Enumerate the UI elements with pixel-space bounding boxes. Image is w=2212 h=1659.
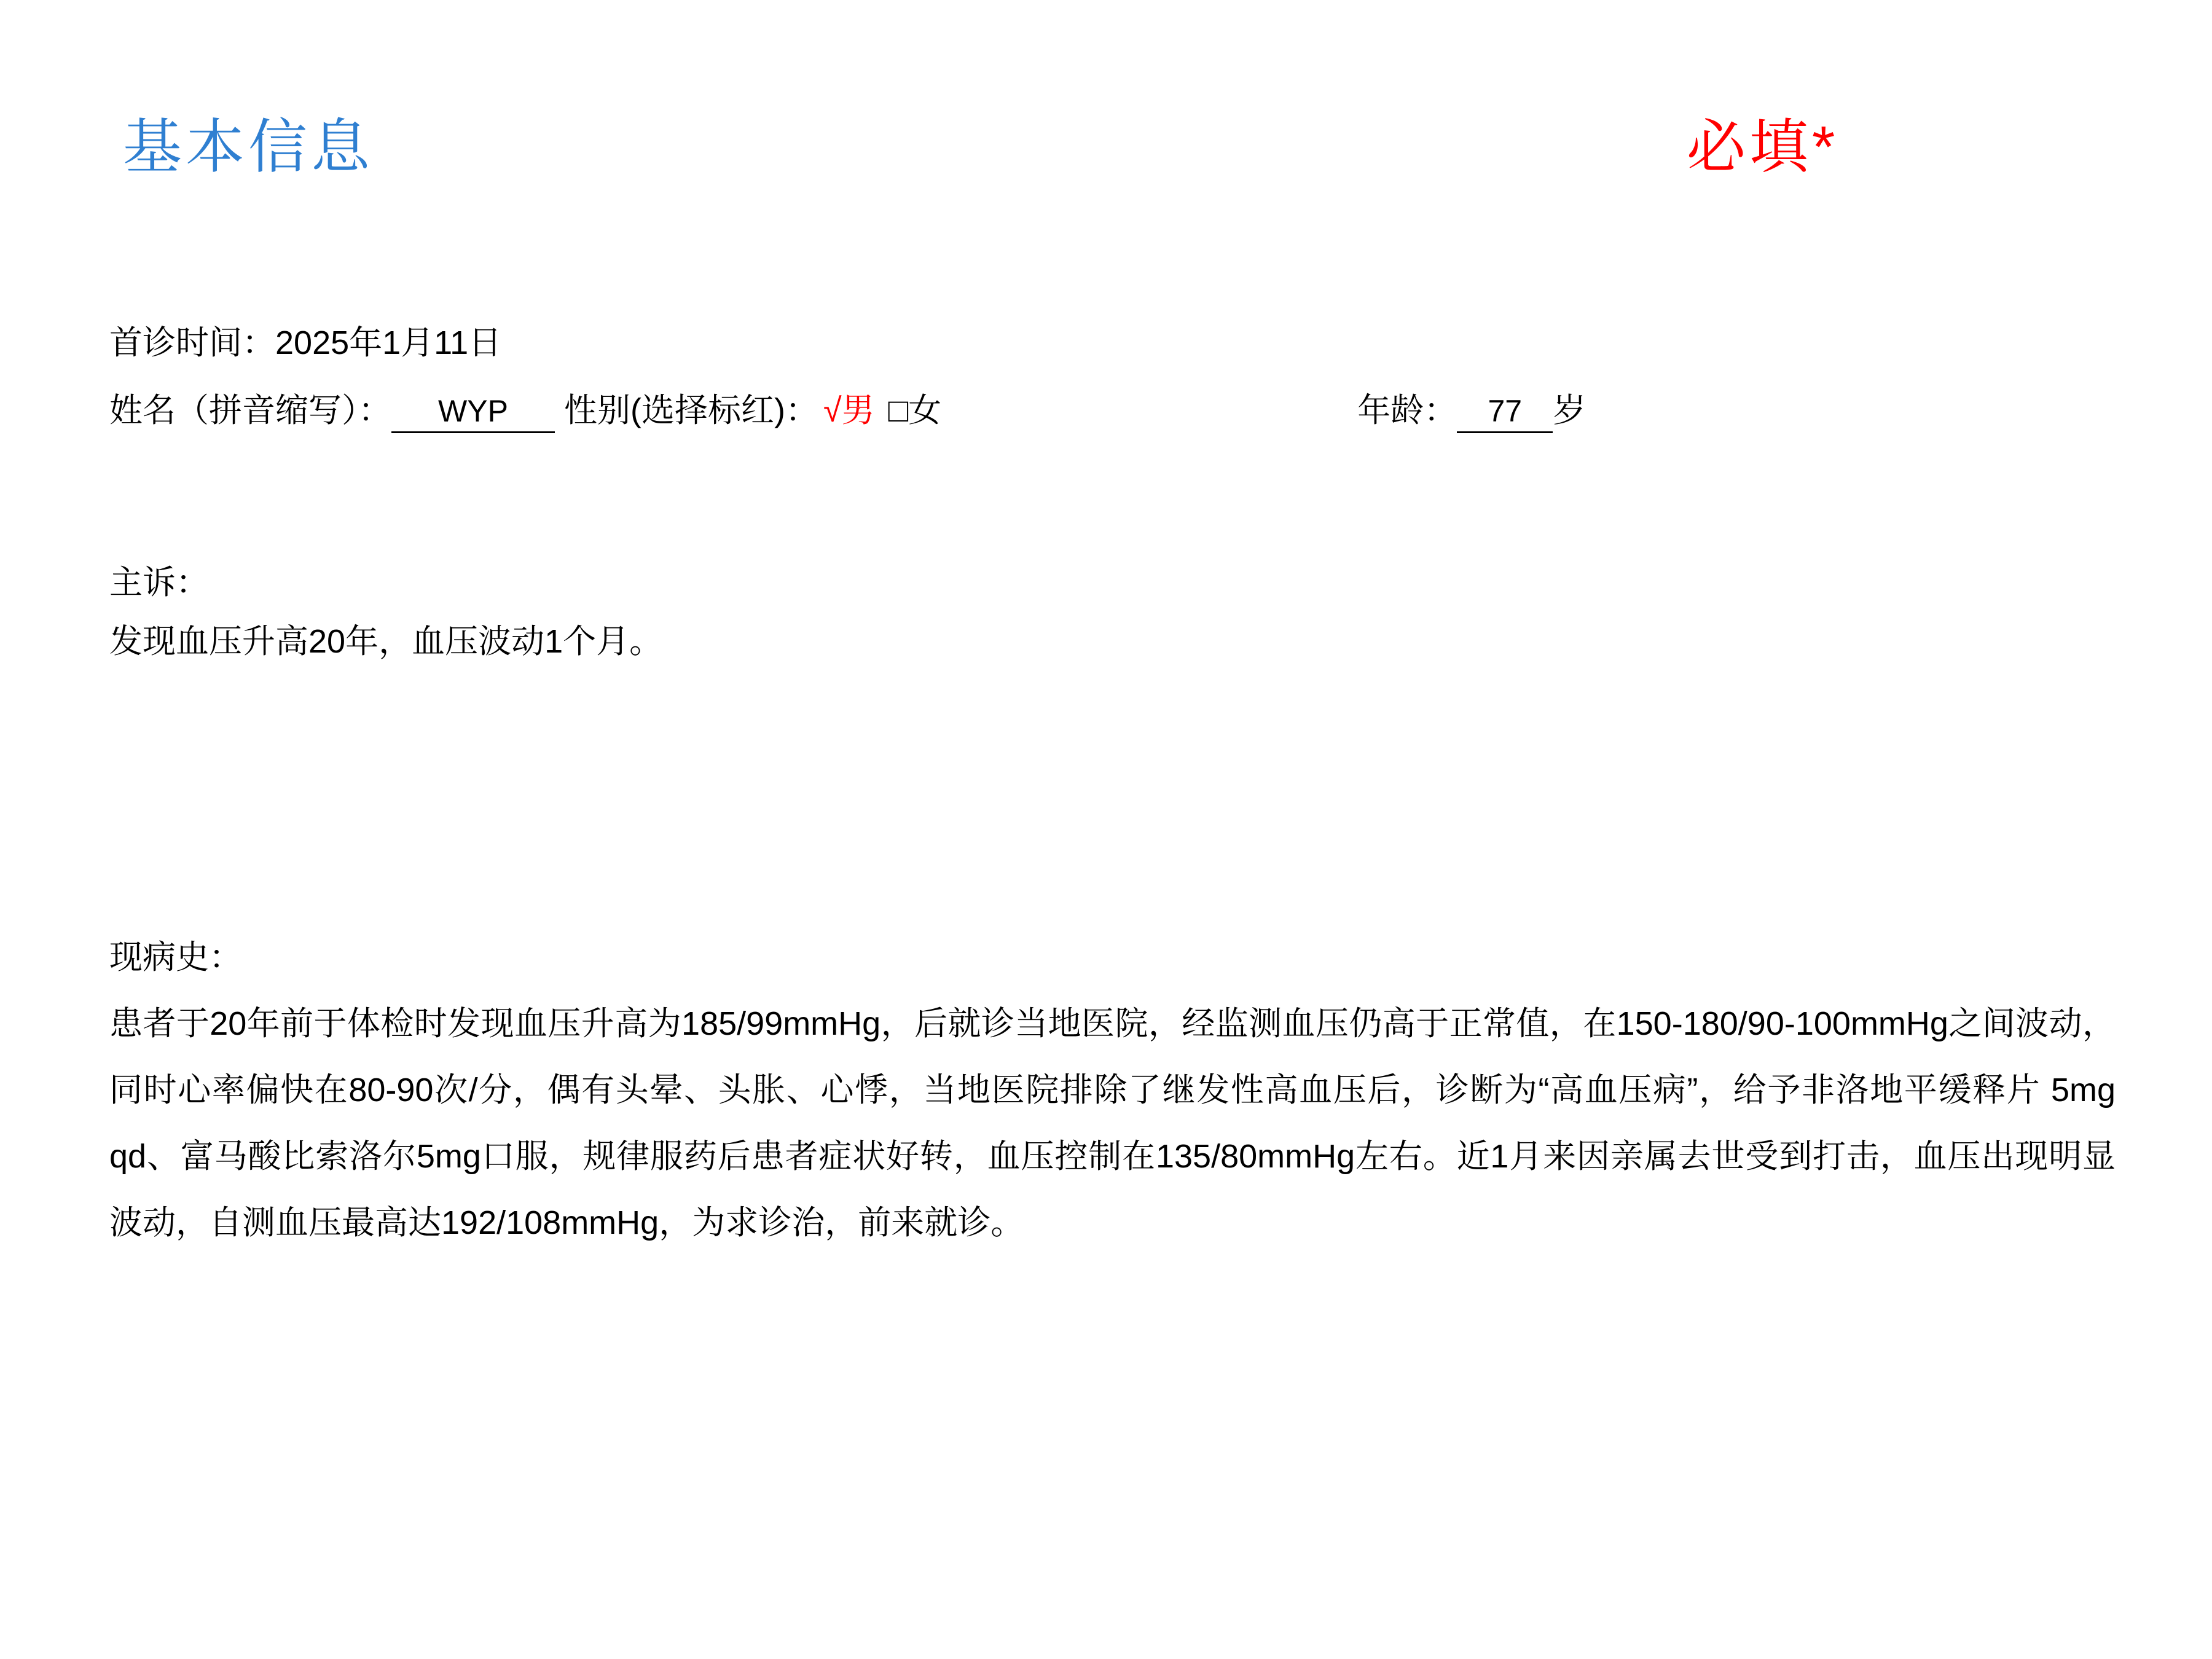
age-field[interactable]: 77: [1457, 391, 1553, 433]
header-row: [123, 111, 2089, 197]
present-history-label: 现病史：: [109, 939, 242, 976]
chief-complaint-text: 发现血压升高20年，血压波动1个月。: [109, 623, 663, 660]
gender-label: 性别(选择标红)：: [564, 392, 818, 429]
page-title: 基本信息: [123, 114, 374, 180]
age-group: [1357, 381, 1586, 440]
chief-complaint-block: [109, 553, 2112, 671]
required-field-note: 必填*: [1687, 114, 1839, 180]
gender-options: [823, 392, 955, 429]
age-label: 年龄：: [1357, 392, 1457, 429]
first-visit-row: [109, 313, 2112, 372]
basic-info-block: [109, 313, 2112, 440]
gender-option-male[interactable]: √男: [823, 392, 875, 429]
first-visit-label: 首诊时间：: [109, 324, 275, 361]
first-visit-value: 2025年1月11日: [275, 324, 502, 361]
name-label: 姓名（拼音缩写）：: [109, 392, 391, 429]
name-field[interactable]: WYP: [391, 391, 555, 433]
present-history-block: [109, 928, 2125, 1256]
present-history-text: 患者于20年前于体检时发现血压升高为185/99mmHg，后就诊当地医院，经监测血压仍高于正常值，在150-180/90-100mmHg之间波动，同时心率偏快在80-90次/分，偶有头晕、头胀、心悸，当地医院排除了继发性高血压后，诊断为“高血压病”，给予非洛地平缓释片 5mg qd、富马酸比索洛尔5mg口服，规律服药后患者症状好转，血压控制在135/80mmHg左右。近1月来因亲属去世受到打击，血压出现明显波动，自测血压最高达192/108mmHg，为求诊治，前来就诊。: [109, 1005, 2116, 1241]
chief-complaint-label: 主诉：: [109, 564, 209, 601]
name-gender-age-row: [109, 381, 2112, 440]
gender-option-female[interactable]: □女: [888, 392, 942, 429]
age-unit: 岁: [1553, 392, 1586, 429]
